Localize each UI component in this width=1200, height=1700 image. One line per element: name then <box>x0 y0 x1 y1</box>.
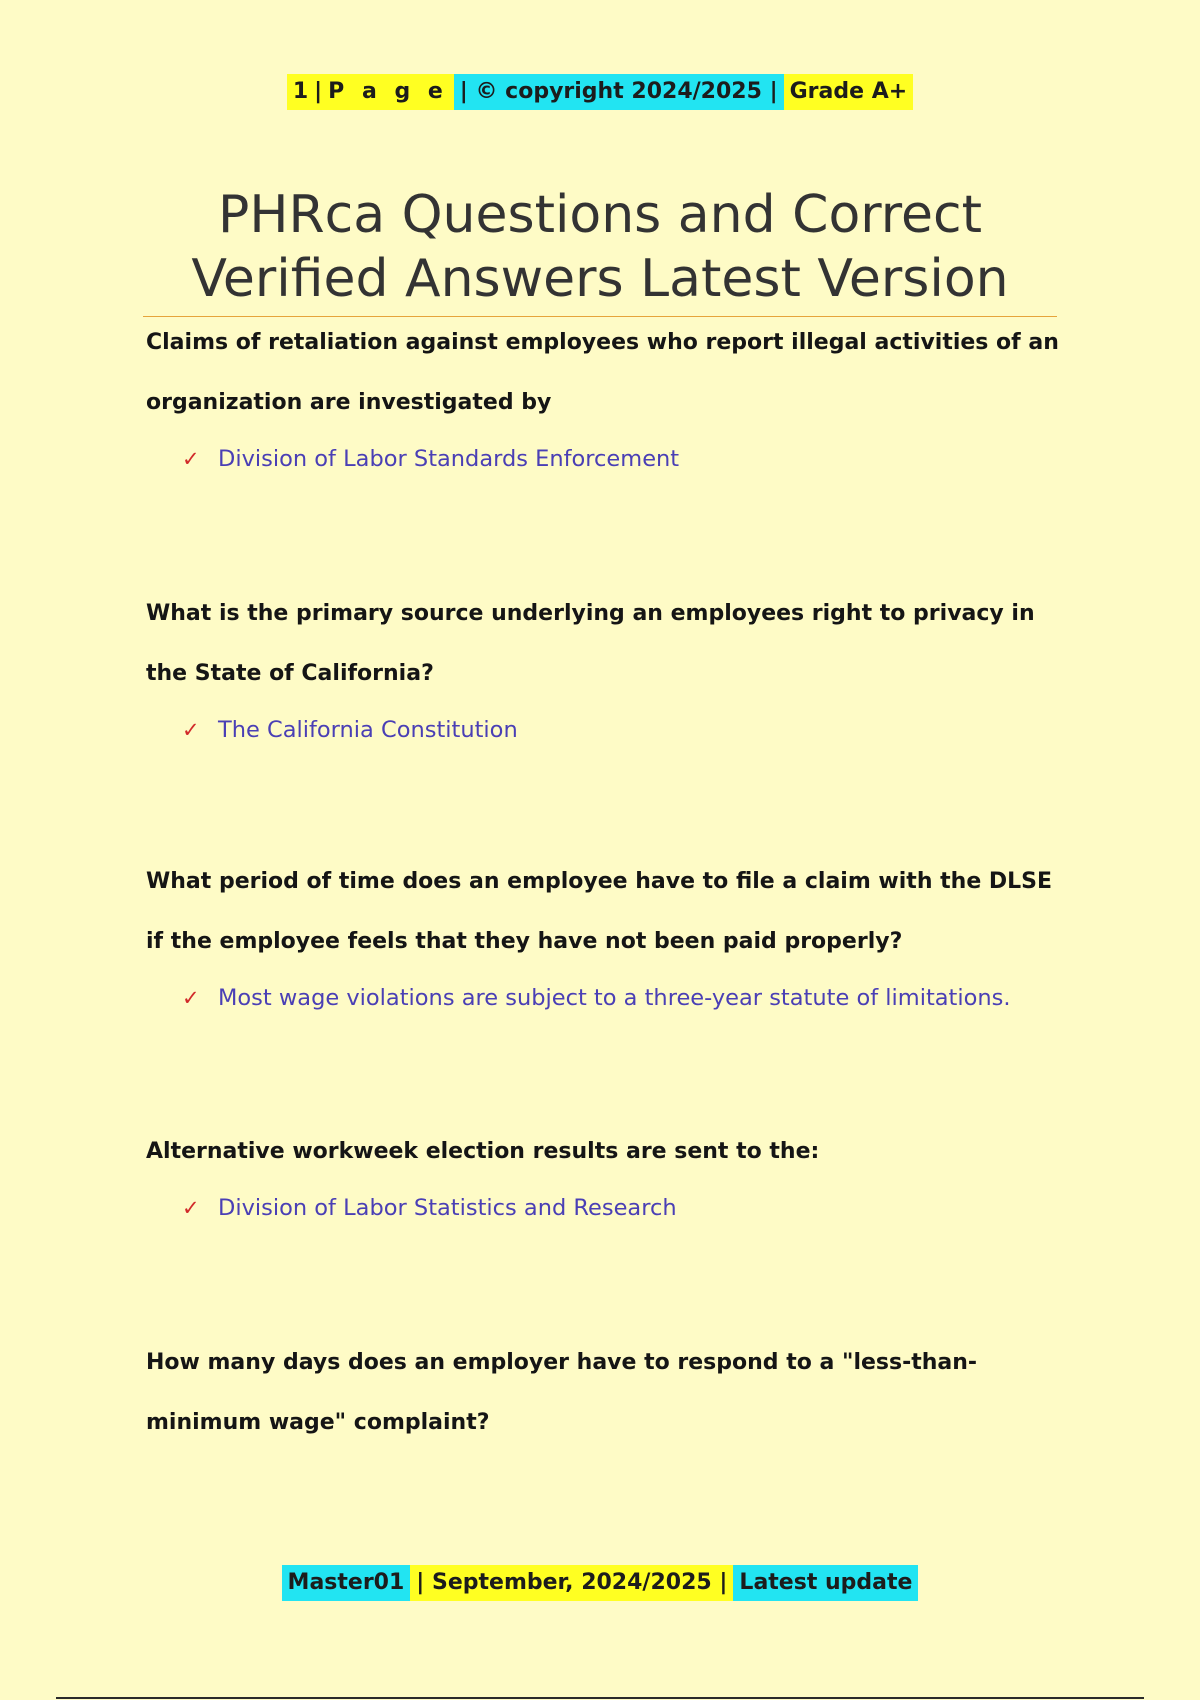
page-footer <box>0 1565 1200 1601</box>
page-header <box>0 74 1200 110</box>
bottom-divider <box>56 1697 1144 1699</box>
answer-text: The California Constitution <box>218 717 518 743</box>
qa-item <box>146 1333 1076 1453</box>
check-icon: ✓ <box>182 447 200 471</box>
answer-item <box>146 978 1076 1018</box>
question-text: Alternative workweek election results are sent to the: <box>146 1139 820 1164</box>
copyright-label: | © copyright 2024/2025 | <box>454 74 784 110</box>
document-title <box>0 183 1200 311</box>
answer-item <box>146 710 1076 750</box>
footer-author: Master01 <box>282 1565 411 1601</box>
check-icon: ✓ <box>182 718 200 742</box>
qa-item <box>146 584 1076 750</box>
question-text: Claims of retaliation against employees who report illegal activities of an organization are investigated by <box>146 330 1059 415</box>
answer-item <box>146 1188 1076 1228</box>
answer-text: Most wage violations are subject to a three-year statute of limitations. <box>218 985 1011 1011</box>
question-text: What period of time does an employee have to file a claim with the DLSE if the employee feels that they have not been paid properly? <box>146 869 1053 954</box>
answer-text: Division of Labor Standards Enforcement <box>218 446 680 472</box>
question-text: How many days does an employer have to respond to a "less-than-minimum wage" complaint? <box>146 1350 978 1435</box>
qa-item <box>146 852 1076 1018</box>
title-line-1: PHRca Questions and Correct <box>218 185 982 245</box>
question-text: What is the primary source underlying an employees right to privacy in the State of California? <box>146 601 1035 686</box>
answer-item <box>146 439 1076 479</box>
footer-update: Latest update <box>733 1565 918 1601</box>
footer-date-label: | September, 2024/2025 | <box>410 1565 733 1601</box>
qa-item <box>146 1122 1076 1228</box>
grade-label: Grade A+ <box>784 74 914 110</box>
check-icon: ✓ <box>182 1196 200 1220</box>
check-icon: ✓ <box>182 986 200 1010</box>
qa-item <box>146 313 1076 479</box>
title-line-2: Verified Answers Latest Version <box>191 249 1009 309</box>
page-number-label: 1 | P a g e <box>287 74 454 110</box>
answer-text: Division of Labor Statistics and Research <box>218 1195 677 1221</box>
